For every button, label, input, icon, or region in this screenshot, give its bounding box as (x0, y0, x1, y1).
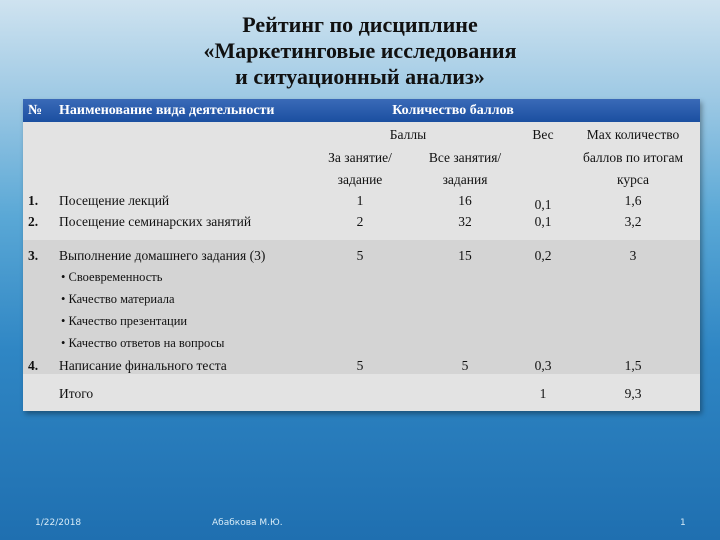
footer-page-number: 1 (680, 518, 686, 528)
footer-date: 1/22/2018 (35, 518, 82, 528)
total-weight: 1 (539, 386, 547, 401)
hw-item-4: • Качество ответов на вопросы (61, 336, 225, 350)
subheader-all-lessons: Все занятия/ (428, 150, 502, 165)
row-3-max: 3 (629, 248, 637, 263)
subheader-all-lessons-2: задания (442, 172, 488, 187)
row-1-per: 1 (356, 193, 364, 208)
row-2-all: 32 (458, 214, 472, 229)
subheader-bally: Баллы (389, 127, 427, 142)
row-1-weight: 0,1 (534, 197, 552, 212)
subheader-weight: Вес (532, 127, 554, 142)
row-2-per: 2 (356, 214, 364, 229)
row-4-weight: 0,3 (534, 358, 552, 373)
header-points: Количество баллов (392, 103, 514, 118)
title-line-1: Рейтинг по дисциплине (242, 12, 478, 37)
row-1-all: 16 (458, 193, 472, 208)
row-4-all: 5 (461, 358, 469, 373)
header-name: Наименование вида деятельности (59, 103, 275, 118)
row-4-num: 4. (28, 358, 39, 373)
footer-author: Абабкова М.Ю. (212, 518, 283, 528)
row-2-name: Посещение семинарских занятий (59, 214, 252, 229)
row-2-num: 2. (28, 214, 39, 229)
total-max: 9,3 (624, 386, 642, 401)
total-label: Итого (59, 386, 94, 401)
row-1-max: 1,6 (624, 193, 642, 208)
row-3-per: 5 (356, 248, 364, 263)
subheader-max-2: баллов по итогам (582, 150, 684, 165)
row-3-all: 15 (458, 248, 472, 263)
header-num: № (28, 103, 43, 118)
subheader-per-lesson: За занятие/ (328, 150, 392, 165)
hw-item-2: • Качество материала (61, 292, 175, 306)
rating-table (23, 99, 700, 411)
row-4-max: 1,5 (624, 358, 642, 373)
title-line-2: «Маркетинговые исследования (203, 38, 517, 63)
row-4-name: Написание финального теста (59, 358, 227, 373)
row-3-weight: 0,2 (534, 248, 552, 263)
row-1-name: Посещение лекций (59, 193, 170, 208)
row-3-name: Выполнение домашнего задания (3) (59, 248, 266, 263)
row-1-num: 1. (28, 193, 39, 208)
row-2-weight: 0,1 (534, 214, 552, 229)
slide-title (0, 12, 720, 90)
subheader-max-1: Max количество (586, 127, 680, 142)
title-line-3: и ситуационный анализ» (235, 64, 485, 89)
row-3-num: 3. (28, 248, 39, 263)
subheader-max-3: курса (616, 172, 650, 187)
row-4-per: 5 (356, 358, 364, 373)
hw-item-1: • Своевременность (61, 270, 163, 284)
row-2-max: 3,2 (624, 214, 642, 229)
subheader-per-lesson-2: задание (337, 172, 383, 187)
hw-item-3: • Качество презентации (61, 314, 188, 328)
